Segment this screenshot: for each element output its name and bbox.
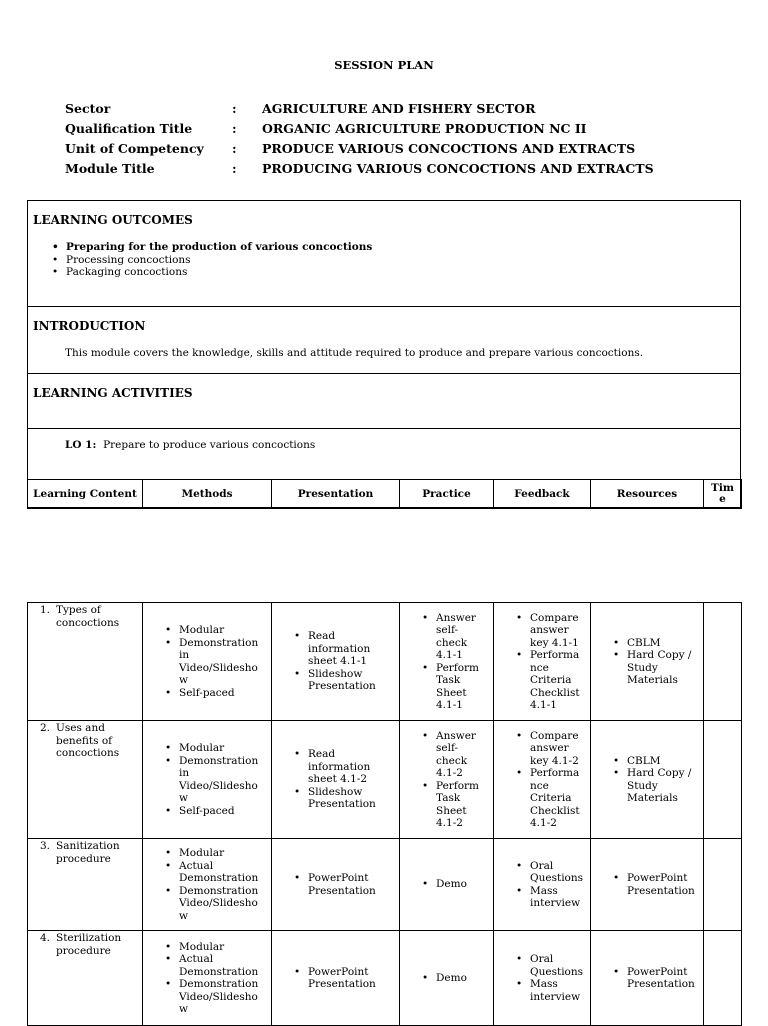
practice-line: 4.1-1 (436, 649, 463, 661)
feedback-line: • Performa (530, 649, 580, 661)
resources-line: • CBLM (627, 636, 661, 649)
presentation-item (308, 630, 399, 668)
lo1-line (65, 439, 315, 451)
feedback-line: key 4.1-1 (530, 636, 579, 649)
resources-line: • PowerPoint (627, 965, 688, 978)
methods-item (179, 637, 271, 687)
methods-item (179, 805, 271, 818)
column-header: Learning Content (28, 480, 143, 509)
methods-line: • Demonstration (179, 636, 259, 649)
learning-content-table (27, 602, 742, 1026)
module-info-label: Unit of Competency (65, 140, 204, 156)
methods-item (179, 687, 271, 700)
table-row (28, 721, 742, 839)
column-header: Tim e (704, 480, 742, 509)
module-info-label: Qualification Title (65, 120, 193, 136)
methods-item (179, 755, 271, 805)
feedback-line: • Oral (530, 953, 554, 965)
presentation-line: information (308, 642, 371, 655)
column-header: Practice (400, 480, 494, 509)
presentation-line: Presentation (308, 798, 376, 811)
presentation-line: information (308, 760, 371, 773)
feedback-line: interview (530, 897, 581, 909)
practice-line: 4.1-2 (436, 817, 463, 829)
feedback-line: Checklist (530, 686, 580, 699)
feedback-line: Questions (530, 872, 584, 884)
practice-line: 4.1-2 (436, 767, 463, 779)
practice-line: 4.1-1 (436, 699, 463, 711)
methods-cell (143, 721, 272, 839)
presentation-line: Presentation (308, 680, 376, 693)
methods-line: • Modular (179, 742, 225, 754)
learning-activities-heading: LEARNING ACTIVITIES (33, 386, 193, 400)
learning-outcomes-list (48, 241, 372, 279)
feedback-line: • Mass (530, 884, 558, 897)
learning-outcome-item: • Packaging concoctions (66, 266, 372, 279)
presentation-cell (272, 603, 400, 721)
feedback-cell (494, 721, 591, 839)
feedback-line: • Performa (530, 767, 580, 779)
practice-cell (400, 603, 494, 721)
column-header-table (27, 479, 742, 509)
feedback-item (530, 860, 590, 885)
module-info-colon: : (232, 100, 237, 116)
practice-line: Task (436, 792, 461, 804)
methods-line: • Self-paced (179, 686, 235, 699)
learning-content-line: concoctions (56, 616, 120, 629)
feedback-line: Criteria (530, 674, 572, 686)
feedback-item (530, 767, 590, 830)
resources-item (627, 755, 703, 768)
module-info-colon: : (232, 120, 237, 136)
module-info-row (65, 158, 745, 178)
learning-content-line: procedure (56, 852, 111, 865)
time-cell (704, 721, 742, 839)
feedback-line: key 4.1-2 (530, 754, 579, 767)
practice-item (436, 612, 493, 662)
learning-content-line: benefits of (56, 734, 113, 747)
methods-line: • Self-paced (179, 804, 235, 817)
practice-line: • Perform (436, 779, 480, 792)
learning-content-text (56, 840, 120, 865)
methods-line: in (179, 649, 190, 661)
methods-line: Video/Slidesho (179, 779, 258, 792)
practice-cell (400, 931, 494, 1026)
practice-line: • Perform (436, 661, 480, 674)
module-info-value: PRODUCING VARIOUS CONCOCTIONS AND EXTRACTS (262, 160, 654, 176)
presentation-line: Presentation (308, 978, 376, 990)
methods-item (179, 953, 271, 978)
presentation-line: Presentation (308, 884, 376, 897)
presentation-cell (272, 931, 400, 1026)
item-number: 3. (39, 840, 50, 852)
methods-line: Video/Slidesho (179, 990, 258, 1003)
learning-content-text (56, 932, 121, 957)
time-cell (704, 839, 742, 931)
methods-item (179, 885, 271, 923)
practice-line: self- (436, 742, 459, 754)
practice-line: Sheet (436, 804, 467, 817)
resources-line: Study (627, 779, 658, 792)
feedback-line: nce (530, 661, 549, 674)
item-number: 4. (39, 932, 50, 944)
feedback-item (530, 612, 590, 650)
methods-line: Demonstration (179, 965, 259, 978)
module-info-row (65, 138, 745, 158)
resources-line: • Hard Copy / (627, 649, 692, 661)
resources-cell (591, 603, 704, 721)
feedback-item (530, 730, 590, 768)
methods-line: Video/Slidesho (179, 897, 258, 909)
module-info-label: Module Title (65, 160, 155, 176)
resources-line: Materials (627, 674, 678, 686)
resources-line: Materials (627, 792, 678, 804)
learning-outcomes-heading: LEARNING OUTCOMES (33, 213, 193, 227)
time-cell (704, 931, 742, 1026)
learning-outcome-item: • Processing concoctions (66, 254, 372, 267)
table-row (28, 931, 742, 1026)
presentation-line: sheet 4.1-1 (308, 655, 368, 668)
learning-outcome-item: • Preparing for the production of various concoctions (66, 241, 372, 254)
practice-item (436, 662, 493, 712)
practice-line: Sheet (436, 686, 467, 699)
methods-item (179, 624, 271, 637)
feedback-cell (494, 839, 591, 931)
learning-content-cell (28, 931, 143, 1026)
resources-item (627, 649, 703, 687)
resources-cell (591, 721, 704, 839)
practice-item (436, 780, 493, 830)
practice-line: • Demo (436, 971, 467, 984)
table-row (28, 839, 742, 931)
learning-content-text (56, 722, 119, 760)
resources-item (627, 872, 703, 897)
methods-line: • Actual (179, 953, 214, 965)
presentation-cell (272, 721, 400, 839)
feedback-line: Criteria (530, 792, 572, 804)
feedback-line: Questions (530, 965, 584, 978)
methods-line: Demonstration (179, 872, 259, 884)
methods-cell (143, 839, 272, 931)
methods-line: • Demonstration (179, 884, 259, 897)
learning-content-line: Sanitization (56, 840, 120, 852)
resources-line: Presentation (627, 978, 695, 990)
column-header: Feedback (494, 480, 591, 509)
table-row (28, 603, 742, 721)
presentation-line: sheet 4.1-2 (308, 773, 368, 786)
presentation-line: • PowerPoint (308, 872, 369, 884)
methods-line: • Modular (179, 624, 225, 636)
module-info-row (65, 98, 745, 118)
presentation-line: • Slideshow (308, 667, 363, 680)
feedback-line: 4.1-2 (530, 817, 557, 829)
feedback-cell (494, 931, 591, 1026)
practice-item (436, 878, 493, 891)
presentation-line: • PowerPoint (308, 965, 369, 978)
methods-line: w (179, 1003, 188, 1015)
presentation-line: • Read (308, 630, 336, 643)
module-info-value: AGRICULTURE AND FISHERY SECTOR (262, 100, 536, 116)
practice-cell (400, 839, 494, 931)
feedback-line: • Mass (530, 978, 558, 990)
methods-line: • Demonstration (179, 754, 259, 767)
methods-item (179, 941, 271, 954)
methods-line: • Demonstration (179, 978, 259, 990)
learning-content-line: Types of (56, 604, 101, 616)
practice-line: self- (436, 624, 459, 636)
module-info-colon: : (232, 140, 237, 156)
presentation-item (308, 872, 399, 897)
feedback-item (530, 885, 590, 910)
learning-content-text (56, 604, 119, 629)
feedback-item (530, 978, 590, 1003)
learning-outcomes-section (28, 201, 740, 307)
resources-line: • PowerPoint (627, 872, 688, 884)
methods-line: Video/Slidesho (179, 661, 258, 674)
module-info (65, 98, 745, 178)
session-plan-box (27, 200, 741, 508)
feedback-item (530, 953, 590, 978)
lo1-section (28, 428, 740, 480)
learning-content-line: Uses and (56, 722, 105, 734)
presentation-cell (272, 839, 400, 931)
document-title: SESSION PLAN (334, 58, 434, 72)
item-number: 2. (39, 722, 50, 734)
resources-line: • Hard Copy / (627, 767, 692, 779)
module-info-label: Sector (65, 100, 111, 116)
resources-line: • CBLM (627, 754, 661, 767)
methods-item (179, 978, 271, 1016)
presentation-line: • Read (308, 748, 336, 761)
column-header: Methods (143, 480, 272, 509)
resources-item (627, 767, 703, 805)
practice-cell (400, 721, 494, 839)
presentation-item (308, 748, 399, 786)
module-info-row (65, 118, 745, 138)
methods-cell (143, 931, 272, 1026)
resources-item (627, 966, 703, 991)
methods-line: w (179, 674, 188, 686)
practice-line: • Answer (436, 729, 476, 742)
module-info-value: ORGANIC AGRICULTURE PRODUCTION NC II (262, 120, 587, 136)
methods-line: in (179, 767, 190, 779)
practice-line: check (436, 636, 468, 649)
feedback-line: • Compare (530, 611, 579, 624)
resources-cell (591, 839, 704, 931)
methods-line: • Modular (179, 940, 225, 953)
resources-line: Presentation (627, 884, 695, 897)
learning-content-cell (28, 603, 143, 721)
methods-cell (143, 603, 272, 721)
resources-cell (591, 931, 704, 1026)
methods-item (179, 847, 271, 860)
introduction-heading: INTRODUCTION (33, 319, 146, 333)
methods-line: • Actual (179, 859, 214, 872)
feedback-line: answer (530, 742, 569, 754)
feedback-line: • Oral (530, 859, 554, 872)
learning-content-cell (28, 721, 143, 839)
methods-line: • Modular (179, 847, 225, 859)
practice-line: Task (436, 674, 461, 686)
feedback-line: nce (530, 779, 549, 792)
module-info-value: PRODUCE VARIOUS CONCOCTIONS AND EXTRACTS (262, 140, 636, 156)
learning-content-line: procedure (56, 944, 111, 957)
methods-item (179, 742, 271, 755)
learning-content-line: Sterilization (56, 932, 122, 944)
feedback-cell (494, 603, 591, 721)
lo1-label: LO 1: (65, 439, 97, 451)
column-header: Presentation (272, 480, 400, 509)
column-header: Resources (591, 480, 704, 509)
feedback-line: interview (530, 990, 581, 1003)
feedback-line: • Compare (530, 729, 579, 742)
practice-item (436, 730, 493, 780)
practice-line: • Demo (436, 878, 467, 891)
feedback-item (530, 649, 590, 712)
resources-line: Study (627, 661, 658, 674)
time-cell (704, 603, 742, 721)
lo1-text: Prepare to produce various concoctions (103, 439, 316, 451)
practice-item (436, 972, 493, 985)
introduction-section (28, 306, 740, 374)
introduction-text: This module covers the knowledge, skills and attitude required to produce and prepare various concoctions. (65, 347, 644, 359)
methods-line: w (179, 792, 188, 804)
presentation-item (308, 668, 399, 693)
learning-content-cell (28, 839, 143, 931)
learning-activities-section (28, 373, 740, 429)
presentation-item (308, 786, 399, 811)
practice-line: • Answer (436, 611, 476, 624)
practice-line: check (436, 754, 468, 767)
item-number: 1. (39, 604, 50, 616)
methods-item (179, 860, 271, 885)
feedback-line: answer (530, 624, 569, 636)
feedback-line: 4.1-1 (530, 699, 557, 711)
resources-item (627, 637, 703, 650)
feedback-line: Checklist (530, 804, 580, 817)
module-info-colon: : (232, 160, 237, 176)
presentation-item (308, 966, 399, 991)
methods-line: w (179, 909, 188, 922)
presentation-line: • Slideshow (308, 785, 363, 798)
learning-content-line: concoctions (56, 747, 120, 759)
